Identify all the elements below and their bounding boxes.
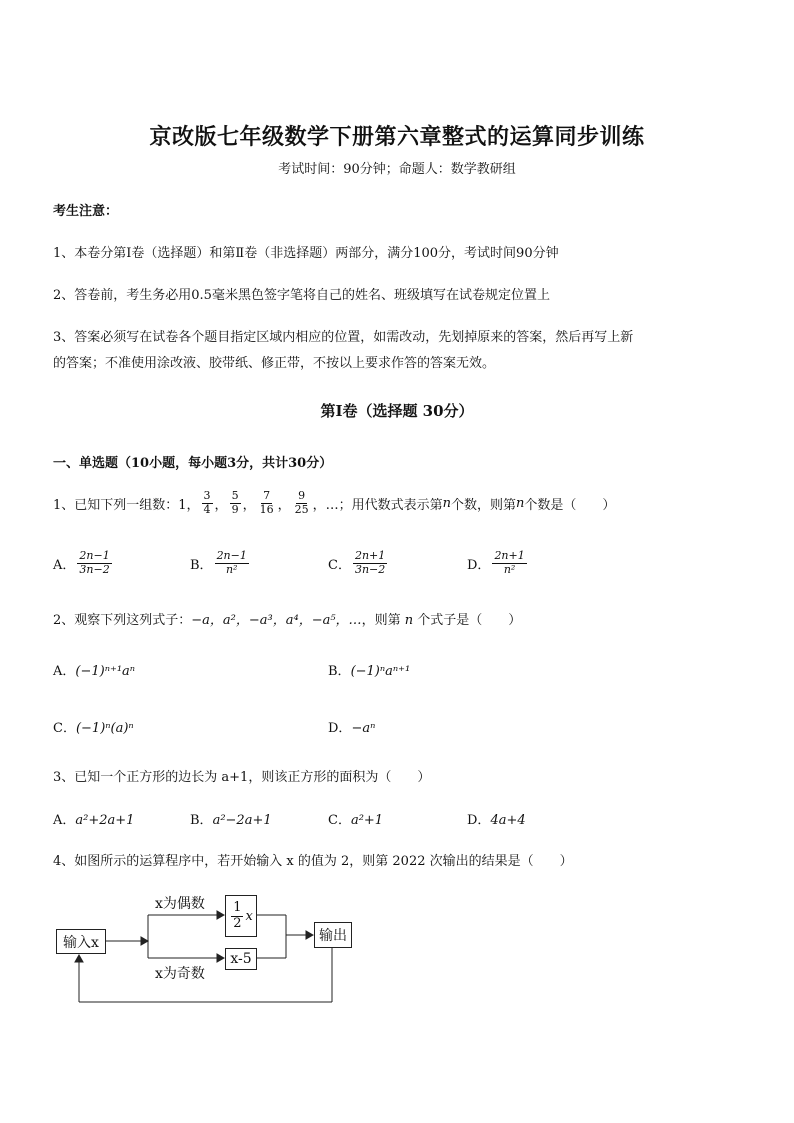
part1-title: 第Ⅰ卷（选择题 30分） bbox=[320, 402, 474, 420]
arrowhead-loop bbox=[75, 955, 83, 962]
q1-option-b-label: B． bbox=[190, 557, 213, 573]
arrowhead-odd bbox=[217, 954, 224, 962]
q3-option-b-label: B． bbox=[190, 813, 213, 828]
q1-option-d-label: D． bbox=[467, 557, 491, 573]
q3-option-c-label: C． bbox=[328, 813, 351, 828]
q1-var-1: n bbox=[442, 495, 451, 511]
q1-frac-2-num: 5 bbox=[231, 489, 239, 502]
q3-option-a-expr: a²+2a+1 bbox=[75, 813, 135, 828]
q3-option-c-expr: a²+1 bbox=[350, 813, 384, 828]
notice-item-2: 2、答卷前，考生务必用0.5毫米黑色签字笔将自己的姓名、班级填写在试卷规定位置上 bbox=[53, 288, 550, 303]
q1-prefix: 1、已知下列一组数：1， bbox=[53, 497, 200, 513]
q1-option-a-label: A． bbox=[53, 557, 76, 573]
q1-frac-2-den: 9 bbox=[231, 502, 239, 516]
q2-option-d-label: D． bbox=[328, 721, 352, 736]
q1-frac-1-den: 4 bbox=[203, 502, 211, 516]
q1-frac-3-num: 7 bbox=[263, 489, 271, 502]
page-subtitle: 考试时间：90分钟；命题人：数学教研组 bbox=[278, 162, 516, 177]
q1-option-d-num: 2n+1 bbox=[494, 549, 525, 562]
notice-item-1: 1、本卷分第Ⅰ卷（选择题）和第Ⅱ卷（非选择题）两部分，满分100分，考试时间90分钟 bbox=[53, 246, 559, 261]
flow-input-box bbox=[56, 929, 106, 954]
q1-option-c-num: 2n+1 bbox=[354, 549, 386, 562]
q2-option-d-expr: −aⁿ bbox=[351, 721, 376, 736]
q3-option-a-label: A． bbox=[53, 813, 76, 828]
flow-even-box bbox=[225, 895, 257, 937]
q2-text-c: 个式子是（ ） bbox=[413, 613, 522, 628]
flow-odd-box bbox=[225, 948, 257, 970]
flow-input-label: 输入x bbox=[63, 934, 99, 951]
q1-option-b-den: n² bbox=[225, 562, 238, 576]
flow-even-den: 2 bbox=[233, 915, 242, 931]
q1-option-d-den: n² bbox=[503, 562, 516, 576]
q2-option-a-expr: (−1)ⁿ⁺¹aⁿ bbox=[75, 664, 136, 679]
q1-option-c-label: C． bbox=[328, 557, 351, 573]
q2-var: n bbox=[404, 613, 414, 628]
flow-output-label: 输出 bbox=[319, 928, 347, 944]
question-1: 1、已知下列一组数：1， $\frac{3}{4}$ ， $\frac{5}{9}$ ， $\frac{7}{16}$ ， $\frac{9}{25}$ ，…；用代数式表示第 n 个数，则第 n 个数是（ ） bbox=[53, 489, 616, 516]
flow-even-var: x bbox=[245, 908, 253, 924]
notice-item-3: 3、答案必须写在试卷各个题目指定区域内相应的位置，如需改动，先划掉原来的答案，然后再写上新 bbox=[53, 330, 634, 345]
q2-option-b-label: B． bbox=[328, 664, 351, 679]
arrowhead-output bbox=[306, 931, 313, 939]
q1-option-c-den: 3n−2 bbox=[354, 562, 386, 576]
q1-suffix-a: ，…；用代数式表示第 bbox=[312, 497, 443, 513]
flow-odd-label-inner: x-5 bbox=[230, 951, 252, 967]
q1-suffix-b: 个数，则第 bbox=[450, 497, 516, 513]
q1-frac-4-den: 25 bbox=[294, 502, 309, 516]
q2-option-a-label: A． bbox=[53, 664, 76, 679]
arrowhead-split bbox=[141, 937, 148, 945]
q3-option-b-expr: a²−2a+1 bbox=[212, 813, 272, 828]
q2-option-b-expr: (−1)ⁿaⁿ⁺¹ bbox=[350, 664, 411, 679]
page-title: 京改版七年级数学下册第六章整式的运算同步训练 bbox=[149, 124, 645, 150]
q1-frac-1-num: 3 bbox=[203, 489, 211, 502]
q2-option-c-expr: (−1)ⁿ(a)ⁿ bbox=[75, 721, 134, 736]
q2-sequence: −a，a²，−a³，a⁴，−a⁵，… bbox=[191, 613, 362, 628]
q2-option-c-label: C． bbox=[53, 721, 76, 736]
q2-text-a: 2、观察下列这列式子： bbox=[53, 613, 192, 628]
q3-option-d-label: D． bbox=[467, 813, 491, 828]
q1-option-a-den: 3n−2 bbox=[79, 562, 110, 576]
q3-option-d-expr: 4a+4 bbox=[490, 813, 526, 828]
q2-text-b: ，则第 bbox=[361, 613, 405, 628]
question-3: 3、已知一个正方形的边长为 a+1，则该正方形的面积为（ ） bbox=[53, 770, 431, 785]
q1-option-a-num: 2n−1 bbox=[79, 549, 110, 562]
notice-heading: 考生注意： bbox=[53, 204, 119, 219]
question-4: 4、如图所示的运算程序中，若开始输入 x 的值为 2，则第 2022 次输出的结果是（ ） bbox=[53, 854, 573, 869]
q1-option-b-num: 2n−1 bbox=[216, 549, 247, 562]
flow-even-num: 1 bbox=[233, 899, 242, 915]
notice-item-3-cont: 的答案；不准使用涂改液、胶带纸、修正带，不按以上要求作答的答案无效。 bbox=[53, 356, 496, 371]
q1-suffix-c: 个数是（ ） bbox=[524, 497, 616, 513]
flow-odd-label: x为奇数 bbox=[155, 966, 205, 982]
flow-even-frac bbox=[231, 901, 243, 932]
q1-frac-3-den: 16 bbox=[259, 502, 274, 516]
q1-frac-4-num: 9 bbox=[298, 489, 306, 502]
flow-even-label: x为偶数 bbox=[155, 896, 205, 912]
section1-title: 一、单选题（10小题，每小题3分，共计30分） bbox=[53, 456, 333, 471]
flow-output-box bbox=[314, 922, 352, 948]
arrowhead-even bbox=[217, 911, 224, 919]
q1-var-2: n bbox=[516, 495, 525, 511]
